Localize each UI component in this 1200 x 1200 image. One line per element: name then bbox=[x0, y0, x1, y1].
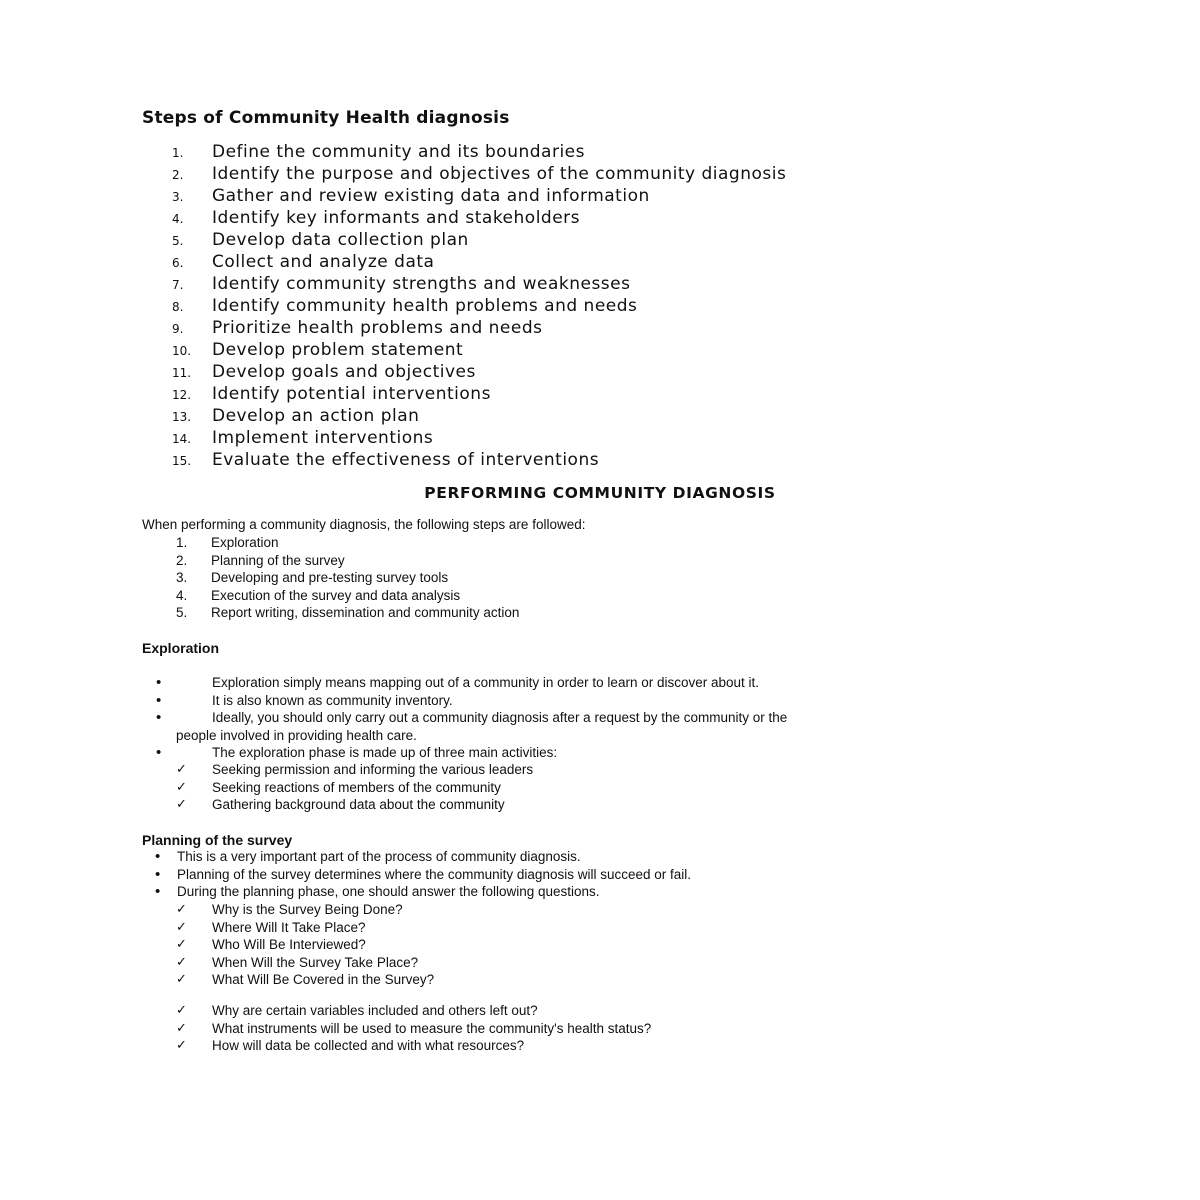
list-item bbox=[176, 587, 519, 605]
list-item bbox=[176, 552, 519, 570]
planning-questions-extra bbox=[176, 1002, 912, 1055]
question-text: What Will Be Covered in the Survey? bbox=[212, 972, 435, 987]
list-item bbox=[172, 295, 1072, 317]
exploration-heading: Exploration bbox=[142, 640, 220, 656]
list-item bbox=[155, 883, 691, 901]
list-item bbox=[176, 534, 519, 552]
bullet-icon: • bbox=[156, 709, 162, 726]
bullet-text: Exploration simply means mapping out of a community in order to learn or discover about it. bbox=[212, 675, 760, 690]
question-text: Who Will Be Interviewed? bbox=[212, 937, 366, 952]
step-number: 11. bbox=[172, 366, 192, 380]
list-item bbox=[176, 761, 533, 779]
list-item bbox=[172, 185, 1072, 207]
step-text: Develop an action plan bbox=[212, 406, 420, 426]
list-item bbox=[176, 936, 434, 954]
list-item bbox=[172, 427, 1072, 449]
step-number: 13. bbox=[172, 410, 192, 424]
step-text: Identify community health problems and needs bbox=[212, 296, 638, 316]
step-number: 4. bbox=[172, 212, 184, 226]
performing-heading bbox=[0, 481, 1200, 505]
checkmark-icon: ✓ bbox=[176, 1038, 187, 1053]
activity-text: Seeking permission and informing the various leaders bbox=[212, 762, 534, 777]
phase-text: Execution of the survey and data analysis bbox=[211, 587, 461, 603]
checkmark-icon: ✓ bbox=[176, 1020, 187, 1036]
phase-text: Report writing, dissemination and community action bbox=[211, 605, 520, 620]
exploration-bullets bbox=[150, 674, 1070, 762]
bullet-icon: • bbox=[156, 744, 162, 761]
bullet-text: It is also known as community inventory. bbox=[212, 692, 453, 708]
list-item bbox=[150, 674, 1070, 692]
question-text: What instruments will be used to measure the community's health status? bbox=[212, 1020, 652, 1036]
activity-text: Gathering background data about the community bbox=[212, 797, 505, 812]
list-item bbox=[172, 141, 1072, 163]
step-text: Develop goals and objectives bbox=[212, 362, 476, 382]
list-item bbox=[172, 251, 1072, 273]
bullet-text: The exploration phase is made up of three main activities: bbox=[212, 745, 558, 760]
step-text: Evaluate the effectiveness of interventions bbox=[212, 450, 600, 470]
step-number: 9. bbox=[172, 322, 184, 336]
planning-bullets bbox=[155, 848, 691, 901]
question-text: Where Will It Take Place? bbox=[212, 919, 366, 935]
bullet-text: This is a very important part of the process of community diagnosis. bbox=[177, 849, 581, 864]
intro-paragraph: When performing a community diagnosis, the following steps are followed: bbox=[142, 517, 586, 532]
performing-heading-text: PERFORMING COMMUNITY DIAGNOSIS bbox=[424, 484, 776, 502]
step-text: Gather and review existing data and information bbox=[212, 186, 650, 206]
bullet-icon: • bbox=[156, 674, 162, 691]
steps-list bbox=[172, 141, 1072, 471]
list-item bbox=[176, 779, 533, 797]
bullet-text: During the planning phase, one should answer the following questions. bbox=[177, 884, 600, 899]
step-number: 5. bbox=[172, 234, 184, 248]
exploration-activities bbox=[176, 761, 533, 814]
phase-text: Developing and pre-testing survey tools bbox=[211, 570, 449, 585]
list-item bbox=[176, 796, 533, 814]
step-text: Develop data collection plan bbox=[212, 230, 469, 250]
activity-text: Seeking reactions of members of the community bbox=[212, 779, 501, 795]
bullet-icon: • bbox=[155, 865, 161, 883]
step-text: Develop problem statement bbox=[212, 340, 464, 360]
list-item bbox=[176, 971, 434, 989]
step-number: 10. bbox=[172, 344, 192, 358]
steps-heading: Steps of Community Health diagnosis bbox=[142, 108, 510, 128]
planning-heading: Planning of the survey bbox=[142, 832, 293, 848]
phase-text: Exploration bbox=[211, 535, 279, 550]
step-text: Identify community strengths and weaknesses bbox=[212, 274, 631, 294]
question-text: Why are certain variables included and others left out? bbox=[212, 1003, 538, 1018]
question-text: When Will the Survey Take Place? bbox=[212, 954, 419, 970]
question-text: Why is the Survey Being Done? bbox=[212, 902, 403, 917]
phase-number: 2. bbox=[176, 552, 188, 568]
step-number: 14. bbox=[172, 432, 192, 446]
list-item bbox=[155, 866, 691, 884]
question-text: How will data be collected and with what resources? bbox=[212, 1038, 525, 1053]
list-item bbox=[172, 163, 1072, 185]
list-item bbox=[176, 919, 434, 937]
step-text: Collect and analyze data bbox=[212, 252, 435, 272]
bullet-text: Ideally, you should only carry out a community diagnosis after a request by the community or the bbox=[212, 710, 788, 725]
checkmark-icon: ✓ bbox=[176, 954, 187, 970]
step-text: Define the community and its boundaries bbox=[212, 142, 585, 162]
list-item bbox=[172, 207, 1072, 229]
phase-number: 1. bbox=[176, 535, 188, 550]
step-number: 7. bbox=[172, 278, 184, 292]
step-number: 8. bbox=[172, 300, 184, 314]
phase-number: 3. bbox=[176, 570, 188, 585]
list-item bbox=[172, 273, 1072, 295]
bullet-text-continued: people involved in providing health care. bbox=[176, 727, 417, 743]
list-item bbox=[150, 709, 1070, 744]
list-item bbox=[176, 1037, 912, 1055]
list-item bbox=[176, 901, 434, 919]
bullet-icon: • bbox=[156, 691, 162, 709]
step-text: Implement interventions bbox=[212, 428, 434, 448]
step-number: 15. bbox=[172, 454, 192, 468]
list-item bbox=[176, 954, 434, 972]
step-number: 2. bbox=[172, 168, 184, 182]
list-item bbox=[176, 1002, 632, 1020]
step-text: Identify the purpose and objectives of the community diagnosis bbox=[212, 164, 787, 184]
list-item bbox=[176, 569, 519, 587]
step-number: 1. bbox=[172, 146, 184, 160]
checkmark-icon: ✓ bbox=[176, 779, 187, 795]
list-item bbox=[176, 604, 519, 622]
checkmark-icon: ✓ bbox=[176, 937, 187, 952]
phases-list bbox=[176, 534, 519, 622]
phase-number: 5. bbox=[176, 605, 188, 620]
step-text: Identify key informants and stakeholders bbox=[212, 208, 581, 228]
bullet-text: Planning of the survey determines where the community diagnosis will succeed or fail. bbox=[177, 866, 692, 882]
checkmark-icon: ✓ bbox=[176, 797, 187, 812]
list-item bbox=[150, 744, 1070, 762]
step-text: Identify potential interventions bbox=[212, 384, 491, 404]
list-item bbox=[172, 449, 1072, 471]
list-item bbox=[172, 383, 1072, 405]
checkmark-icon: ✓ bbox=[176, 902, 187, 917]
phase-number: 4. bbox=[176, 587, 188, 603]
list-item bbox=[150, 692, 1070, 710]
bullet-icon: • bbox=[155, 848, 161, 865]
list-item bbox=[172, 339, 1072, 361]
list-item bbox=[155, 848, 691, 866]
step-number: 6. bbox=[172, 256, 184, 270]
list-item bbox=[172, 405, 1072, 427]
list-item bbox=[176, 1020, 912, 1038]
step-number: 12. bbox=[172, 388, 192, 402]
list-item bbox=[172, 361, 1072, 383]
phase-text: Planning of the survey bbox=[211, 552, 345, 568]
checkmark-icon: ✓ bbox=[176, 919, 187, 935]
bullet-icon: • bbox=[155, 883, 161, 900]
checkmark-icon: ✓ bbox=[176, 972, 187, 987]
planning-questions bbox=[176, 901, 434, 989]
list-item bbox=[172, 317, 1072, 339]
step-text: Prioritize health problems and needs bbox=[212, 318, 543, 338]
checkmark-icon: ✓ bbox=[176, 762, 187, 777]
checkmark-icon: ✓ bbox=[176, 1003, 187, 1018]
step-number: 3. bbox=[172, 190, 184, 204]
list-item bbox=[172, 229, 1072, 251]
